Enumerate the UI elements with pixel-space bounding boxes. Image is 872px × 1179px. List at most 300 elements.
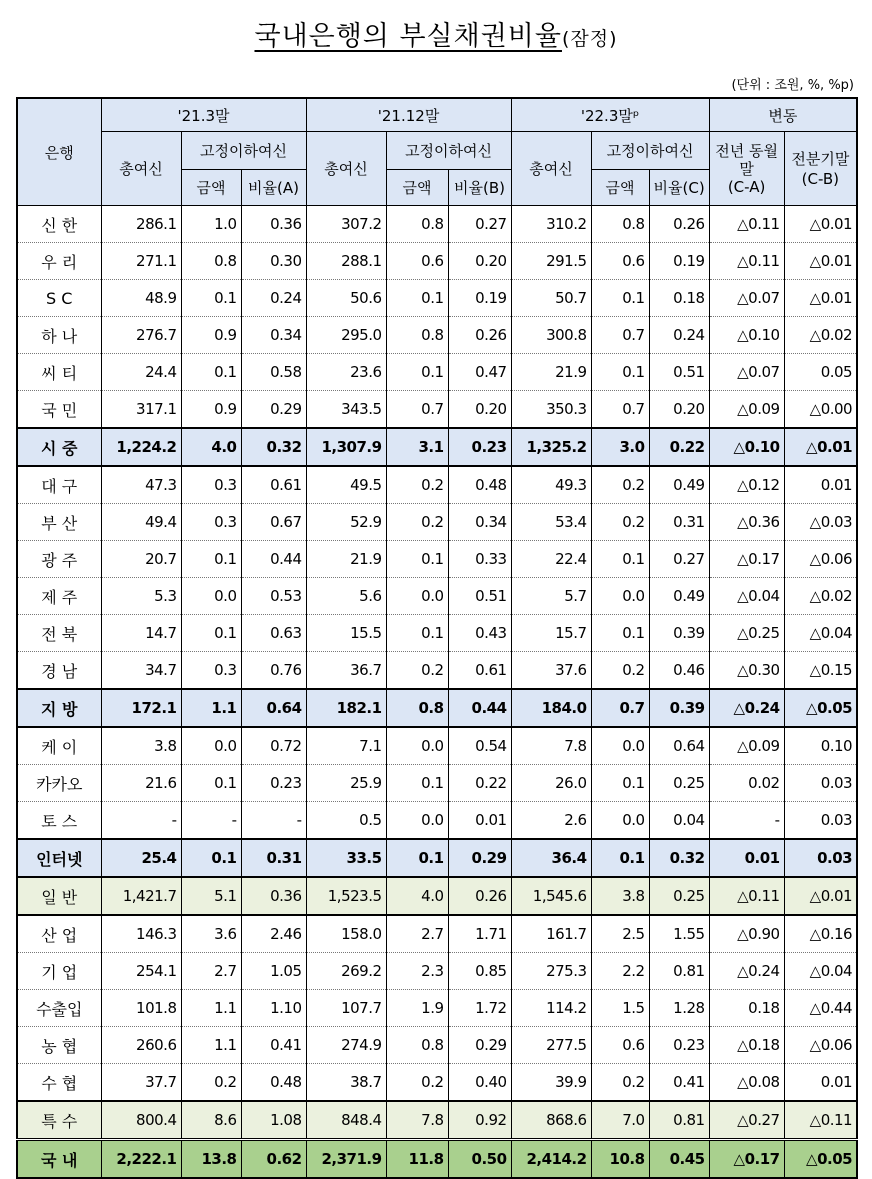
cell-value: 0.1 — [181, 280, 241, 317]
cell-value: 0.5 — [306, 802, 386, 840]
cell-value: 7.8 — [511, 727, 591, 765]
cell-value: 291.5 — [511, 243, 591, 280]
cell-value: 1.28 — [649, 990, 709, 1027]
cell-value: △0.36 — [709, 504, 784, 541]
cell-value: 0.62 — [241, 1140, 306, 1179]
cell-value: 0.25 — [649, 765, 709, 802]
cell-value: 48.9 — [101, 280, 181, 317]
cell-value: 0.19 — [448, 280, 511, 317]
cell-value: 0.03 — [784, 765, 857, 802]
col-amount-3: 금액 — [591, 170, 649, 206]
table-row — [17, 990, 857, 1027]
bank-name: 신 한 — [17, 206, 101, 243]
cell-value: 0.85 — [448, 953, 511, 990]
cell-value: 0.30 — [241, 243, 306, 280]
cell-value: 4.0 — [181, 428, 241, 466]
cell-value: 2.6 — [511, 802, 591, 840]
cell-value: 0.23 — [241, 765, 306, 802]
cell-value: 0.1 — [181, 541, 241, 578]
col-period-1: '21.3말 — [101, 98, 306, 132]
cell-value: 8.6 — [181, 1101, 241, 1140]
table-row — [17, 280, 857, 317]
bank-name: 케 이 — [17, 727, 101, 765]
cell-value: 47.3 — [101, 466, 181, 504]
cell-value: 0.29 — [448, 1027, 511, 1064]
cell-value: △0.07 — [709, 354, 784, 391]
cell-value: 260.6 — [101, 1027, 181, 1064]
cell-value: △0.09 — [709, 391, 784, 429]
col-qoq — [784, 132, 857, 206]
cell-value: 0.1 — [591, 615, 649, 652]
cell-value: 37.6 — [511, 652, 591, 690]
cell-value: 0.9 — [181, 391, 241, 429]
cell-value: △0.10 — [709, 428, 784, 466]
cell-value: △0.09 — [709, 727, 784, 765]
cell-value: 2.2 — [591, 953, 649, 990]
cell-value: 1.9 — [386, 990, 448, 1027]
table-row — [17, 578, 857, 615]
cell-value: 800.4 — [101, 1101, 181, 1140]
cell-value: △0.11 — [709, 243, 784, 280]
cell-value: 0.2 — [386, 652, 448, 690]
cell-value: 0.7 — [591, 317, 649, 354]
table-row — [17, 243, 857, 280]
cell-value: △0.16 — [784, 915, 857, 953]
bank-name: 수 협 — [17, 1064, 101, 1102]
table-row — [17, 652, 857, 690]
col-bank: 은행 — [17, 98, 101, 206]
cell-value: 276.7 — [101, 317, 181, 354]
cell-value: 288.1 — [306, 243, 386, 280]
cell-value: 0.22 — [649, 428, 709, 466]
cell-value: 0.36 — [241, 877, 306, 915]
cell-value: 0.23 — [649, 1027, 709, 1064]
table-row — [17, 1064, 857, 1102]
cell-value: 0.1 — [591, 280, 649, 317]
cell-value: 0.39 — [649, 615, 709, 652]
cell-value: 0.02 — [709, 765, 784, 802]
cell-value: 23.6 — [306, 354, 386, 391]
cell-value: 3.1 — [386, 428, 448, 466]
col-total-loans-2: 총여신 — [306, 132, 386, 206]
col-amount-1: 금액 — [181, 170, 241, 206]
page-title — [0, 14, 872, 53]
cell-value: 0.67 — [241, 504, 306, 541]
cell-value: 0.26 — [448, 317, 511, 354]
col-amount-2: 금액 — [386, 170, 448, 206]
cell-value: △0.10 — [709, 317, 784, 354]
cell-value: 0.92 — [448, 1101, 511, 1140]
cell-value: △0.24 — [709, 689, 784, 727]
cell-value: 0.7 — [591, 391, 649, 429]
cell-value: △0.06 — [784, 1027, 857, 1064]
cell-value: 0.2 — [386, 466, 448, 504]
cell-value: 7.0 — [591, 1101, 649, 1140]
cell-value: 14.7 — [101, 615, 181, 652]
cell-value: 0.01 — [784, 1064, 857, 1102]
cell-value: - — [101, 802, 181, 840]
cell-value: 0.1 — [386, 839, 448, 877]
cell-value: 4.0 — [386, 877, 448, 915]
total-row — [17, 1140, 857, 1179]
cell-value: △0.27 — [709, 1101, 784, 1140]
cell-value: 0.23 — [448, 428, 511, 466]
cell-value: 1,545.6 — [511, 877, 591, 915]
col-period-3: '22.3말ᵖ — [511, 98, 709, 132]
bank-name: 인터넷 — [17, 839, 101, 877]
cell-value: 3.6 — [181, 915, 241, 953]
col-ratio-b: 비율(B) — [448, 170, 511, 206]
cell-value: 0.05 — [784, 354, 857, 391]
cell-value: 0.1 — [591, 765, 649, 802]
cell-value: 0.0 — [591, 802, 649, 840]
cell-value: 0.43 — [448, 615, 511, 652]
cell-value: 21.6 — [101, 765, 181, 802]
cell-value: 146.3 — [101, 915, 181, 953]
cell-value: △0.30 — [709, 652, 784, 690]
cell-value: 0.51 — [448, 578, 511, 615]
cell-value: △0.01 — [784, 206, 857, 243]
table-row — [17, 541, 857, 578]
table-body — [17, 206, 857, 1179]
cell-value: 0.20 — [448, 243, 511, 280]
col-yoy — [709, 132, 784, 206]
subtotal-row — [17, 428, 857, 466]
col-ratio-a: 비율(A) — [241, 170, 306, 206]
cell-value: 0.3 — [181, 504, 241, 541]
col-change: 변동 — [709, 98, 857, 132]
cell-value: 50.7 — [511, 280, 591, 317]
cell-value: △0.02 — [784, 578, 857, 615]
cell-value: △0.11 — [709, 877, 784, 915]
qoq-formula: (C-B) — [801, 169, 840, 188]
cell-value: 0.27 — [448, 206, 511, 243]
bank-name: 제 주 — [17, 578, 101, 615]
cell-value: 0.1 — [386, 280, 448, 317]
cell-value: 0.31 — [649, 504, 709, 541]
cell-value: 317.1 — [101, 391, 181, 429]
cell-value: 37.7 — [101, 1064, 181, 1102]
table-row — [17, 504, 857, 541]
cell-value: △0.01 — [784, 877, 857, 915]
cell-value: △0.25 — [709, 615, 784, 652]
cell-value: 114.2 — [511, 990, 591, 1027]
cell-value: 0.1 — [591, 541, 649, 578]
cell-value: 0.0 — [386, 802, 448, 840]
cell-value: 22.4 — [511, 541, 591, 578]
cell-value: 848.4 — [306, 1101, 386, 1140]
subtotal-row — [17, 1101, 857, 1140]
cell-value: 274.9 — [306, 1027, 386, 1064]
cell-value: 25.9 — [306, 765, 386, 802]
cell-value: 0.26 — [649, 206, 709, 243]
qoq-label: 전분기말 — [791, 149, 850, 168]
cell-value: 295.0 — [306, 317, 386, 354]
cell-value: 0.61 — [241, 466, 306, 504]
cell-value: 0.1 — [386, 354, 448, 391]
cell-value: 101.8 — [101, 990, 181, 1027]
bank-name: 토 스 — [17, 802, 101, 840]
cell-value: 0.1 — [181, 839, 241, 877]
cell-value: 275.3 — [511, 953, 591, 990]
cell-value: 300.8 — [511, 317, 591, 354]
cell-value: 0.1 — [181, 615, 241, 652]
cell-value: 0.1 — [386, 541, 448, 578]
cell-value: 0.1 — [591, 839, 649, 877]
cell-value: 0.6 — [591, 243, 649, 280]
cell-value: △0.07 — [709, 280, 784, 317]
cell-value: 0.8 — [386, 317, 448, 354]
cell-value: 49.3 — [511, 466, 591, 504]
title-suffix: (잠정) — [561, 28, 618, 50]
cell-value: 0.51 — [649, 354, 709, 391]
cell-value: 0.20 — [649, 391, 709, 429]
cell-value: 0.8 — [386, 689, 448, 727]
cell-value: 0.1 — [181, 765, 241, 802]
cell-value: 184.0 — [511, 689, 591, 727]
cell-value: △0.11 — [784, 1101, 857, 1140]
table-row — [17, 317, 857, 354]
cell-value: 1,307.9 — [306, 428, 386, 466]
subtotal-row — [17, 689, 857, 727]
cell-value: 3.8 — [591, 877, 649, 915]
cell-value: 36.7 — [306, 652, 386, 690]
cell-value: 1.08 — [241, 1101, 306, 1140]
cell-value: 1.5 — [591, 990, 649, 1027]
table-row — [17, 615, 857, 652]
cell-value: △0.08 — [709, 1064, 784, 1102]
cell-value: 20.7 — [101, 541, 181, 578]
cell-value: 2.3 — [386, 953, 448, 990]
cell-value: 0.26 — [448, 877, 511, 915]
cell-value: 24.4 — [101, 354, 181, 391]
cell-value: 0.24 — [649, 317, 709, 354]
cell-value: 21.9 — [306, 541, 386, 578]
cell-value: 0.48 — [241, 1064, 306, 1102]
cell-value: 1,523.5 — [306, 877, 386, 915]
table-row — [17, 915, 857, 953]
table-row — [17, 466, 857, 504]
cell-value: 25.4 — [101, 839, 181, 877]
cell-value: 3.0 — [591, 428, 649, 466]
cell-value: △0.24 — [709, 953, 784, 990]
cell-value: 0.2 — [591, 466, 649, 504]
table-row — [17, 727, 857, 765]
bank-name: 기 업 — [17, 953, 101, 990]
table-row — [17, 354, 857, 391]
cell-value: 0.81 — [649, 1101, 709, 1140]
cell-value: 10.8 — [591, 1140, 649, 1179]
table-row — [17, 391, 857, 429]
table-row — [17, 802, 857, 840]
cell-value: 0.44 — [241, 541, 306, 578]
cell-value: 1,325.2 — [511, 428, 591, 466]
cell-value: △0.04 — [784, 953, 857, 990]
cell-value: 3.8 — [101, 727, 181, 765]
cell-value: 2,371.9 — [306, 1140, 386, 1179]
cell-value: 158.0 — [306, 915, 386, 953]
bank-name: 카카오 — [17, 765, 101, 802]
cell-value: 0.29 — [241, 391, 306, 429]
cell-value: 0.53 — [241, 578, 306, 615]
bank-name: 특 수 — [17, 1101, 101, 1140]
col-period-2: '21.12말 — [306, 98, 511, 132]
cell-value: △0.90 — [709, 915, 784, 953]
bank-name: 산 업 — [17, 915, 101, 953]
cell-value: △0.01 — [784, 428, 857, 466]
bank-name: 국 민 — [17, 391, 101, 429]
yoy-label: 전년 동월말 — [715, 141, 778, 178]
cell-value: 0.33 — [448, 541, 511, 578]
cell-value: 49.4 — [101, 504, 181, 541]
cell-value: 310.2 — [511, 206, 591, 243]
table-row — [17, 1027, 857, 1064]
cell-value: 0.2 — [591, 504, 649, 541]
bank-name: 지 방 — [17, 689, 101, 727]
cell-value: 0.61 — [448, 652, 511, 690]
cell-value: 182.1 — [306, 689, 386, 727]
cell-value: 0.1 — [386, 615, 448, 652]
cell-value: 0.29 — [448, 839, 511, 877]
cell-value: 0.58 — [241, 354, 306, 391]
cell-value: 2.7 — [181, 953, 241, 990]
cell-value: 0.6 — [591, 1027, 649, 1064]
cell-value: 0.8 — [181, 243, 241, 280]
cell-value: 0.2 — [591, 1064, 649, 1102]
cell-value: 343.5 — [306, 391, 386, 429]
cell-value: 0.8 — [386, 1027, 448, 1064]
cell-value: 0.50 — [448, 1140, 511, 1179]
cell-value: △0.17 — [709, 1140, 784, 1179]
cell-value: 0.01 — [709, 839, 784, 877]
cell-value: 0.25 — [649, 877, 709, 915]
col-total-loans-3: 총여신 — [511, 132, 591, 206]
cell-value: △0.03 — [784, 504, 857, 541]
col-total-loans-1: 총여신 — [101, 132, 181, 206]
bank-name: 국 내 — [17, 1140, 101, 1179]
cell-value: 52.9 — [306, 504, 386, 541]
cell-value: 2,222.1 — [101, 1140, 181, 1179]
cell-value: 0.20 — [448, 391, 511, 429]
cell-value: 34.7 — [101, 652, 181, 690]
cell-value: 0.9 — [181, 317, 241, 354]
cell-value: 13.8 — [181, 1140, 241, 1179]
cell-value: 0.8 — [386, 206, 448, 243]
cell-value: 0.27 — [649, 541, 709, 578]
cell-value: 0.01 — [784, 466, 857, 504]
cell-value: 33.5 — [306, 839, 386, 877]
cell-value: 5.6 — [306, 578, 386, 615]
cell-value: 271.1 — [101, 243, 181, 280]
cell-value: 1.1 — [181, 689, 241, 727]
cell-value: 0.24 — [241, 280, 306, 317]
cell-value: 0.36 — [241, 206, 306, 243]
cell-value: 0.03 — [784, 839, 857, 877]
cell-value: 5.3 — [101, 578, 181, 615]
cell-value: △0.04 — [709, 578, 784, 615]
cell-value: 0.40 — [448, 1064, 511, 1102]
cell-value: 0.0 — [181, 578, 241, 615]
cell-value: 0.72 — [241, 727, 306, 765]
cell-value: △0.05 — [784, 1140, 857, 1179]
cell-value: 0.01 — [448, 802, 511, 840]
cell-value: 0.1 — [591, 354, 649, 391]
bank-name: 시 중 — [17, 428, 101, 466]
cell-value: 0.32 — [649, 839, 709, 877]
cell-value: △0.05 — [784, 689, 857, 727]
cell-value: - — [181, 802, 241, 840]
cell-value: 307.2 — [306, 206, 386, 243]
cell-value: 0.47 — [448, 354, 511, 391]
col-substandard-3: 고정이하여신 — [591, 132, 709, 170]
cell-value: 0.32 — [241, 428, 306, 466]
cell-value: 0.41 — [241, 1027, 306, 1064]
cell-value: 0.34 — [448, 504, 511, 541]
cell-value: △0.00 — [784, 391, 857, 429]
cell-value: 0.1 — [386, 765, 448, 802]
cell-value: 0.18 — [649, 280, 709, 317]
npl-ratio-table — [16, 97, 858, 1179]
cell-value: 172.1 — [101, 689, 181, 727]
bank-name: 부 산 — [17, 504, 101, 541]
cell-value: △0.04 — [784, 615, 857, 652]
cell-value: 0.49 — [649, 578, 709, 615]
cell-value: 11.8 — [386, 1140, 448, 1179]
cell-value: 161.7 — [511, 915, 591, 953]
cell-value: 0.3 — [181, 466, 241, 504]
bank-name: 경 남 — [17, 652, 101, 690]
cell-value: 0.0 — [386, 727, 448, 765]
cell-value: 2.46 — [241, 915, 306, 953]
cell-value: 286.1 — [101, 206, 181, 243]
subtotal-row — [17, 839, 857, 877]
cell-value: 36.4 — [511, 839, 591, 877]
cell-value: 0.7 — [591, 689, 649, 727]
bank-name: 대 구 — [17, 466, 101, 504]
cell-value: 0.19 — [649, 243, 709, 280]
cell-value: 21.9 — [511, 354, 591, 391]
cell-value: 2.7 — [386, 915, 448, 953]
bank-name: 수출입 — [17, 990, 101, 1027]
cell-value: 0.03 — [784, 802, 857, 840]
cell-value: △0.01 — [784, 243, 857, 280]
cell-value: 15.5 — [306, 615, 386, 652]
cell-value: 1.05 — [241, 953, 306, 990]
cell-value: 0.39 — [649, 689, 709, 727]
cell-value: 0.6 — [386, 243, 448, 280]
cell-value: 0.0 — [181, 727, 241, 765]
cell-value: 0.0 — [591, 578, 649, 615]
cell-value: 1.1 — [181, 1027, 241, 1064]
subtotal-row — [17, 877, 857, 915]
bank-name: 우 리 — [17, 243, 101, 280]
cell-value: 39.9 — [511, 1064, 591, 1102]
cell-value: 0.63 — [241, 615, 306, 652]
bank-name: 씨 티 — [17, 354, 101, 391]
cell-value: 868.6 — [511, 1101, 591, 1140]
bank-name: 광 주 — [17, 541, 101, 578]
bank-name: S C — [17, 280, 101, 317]
cell-value: 49.5 — [306, 466, 386, 504]
cell-value: 0.41 — [649, 1064, 709, 1102]
cell-value: 0.64 — [241, 689, 306, 727]
bank-name: 하 나 — [17, 317, 101, 354]
cell-value: 2,414.2 — [511, 1140, 591, 1179]
cell-value: 38.7 — [306, 1064, 386, 1102]
cell-value: 0.34 — [241, 317, 306, 354]
cell-value: 0.46 — [649, 652, 709, 690]
title-main: 국내은행의 부실채권비율 — [254, 21, 562, 52]
